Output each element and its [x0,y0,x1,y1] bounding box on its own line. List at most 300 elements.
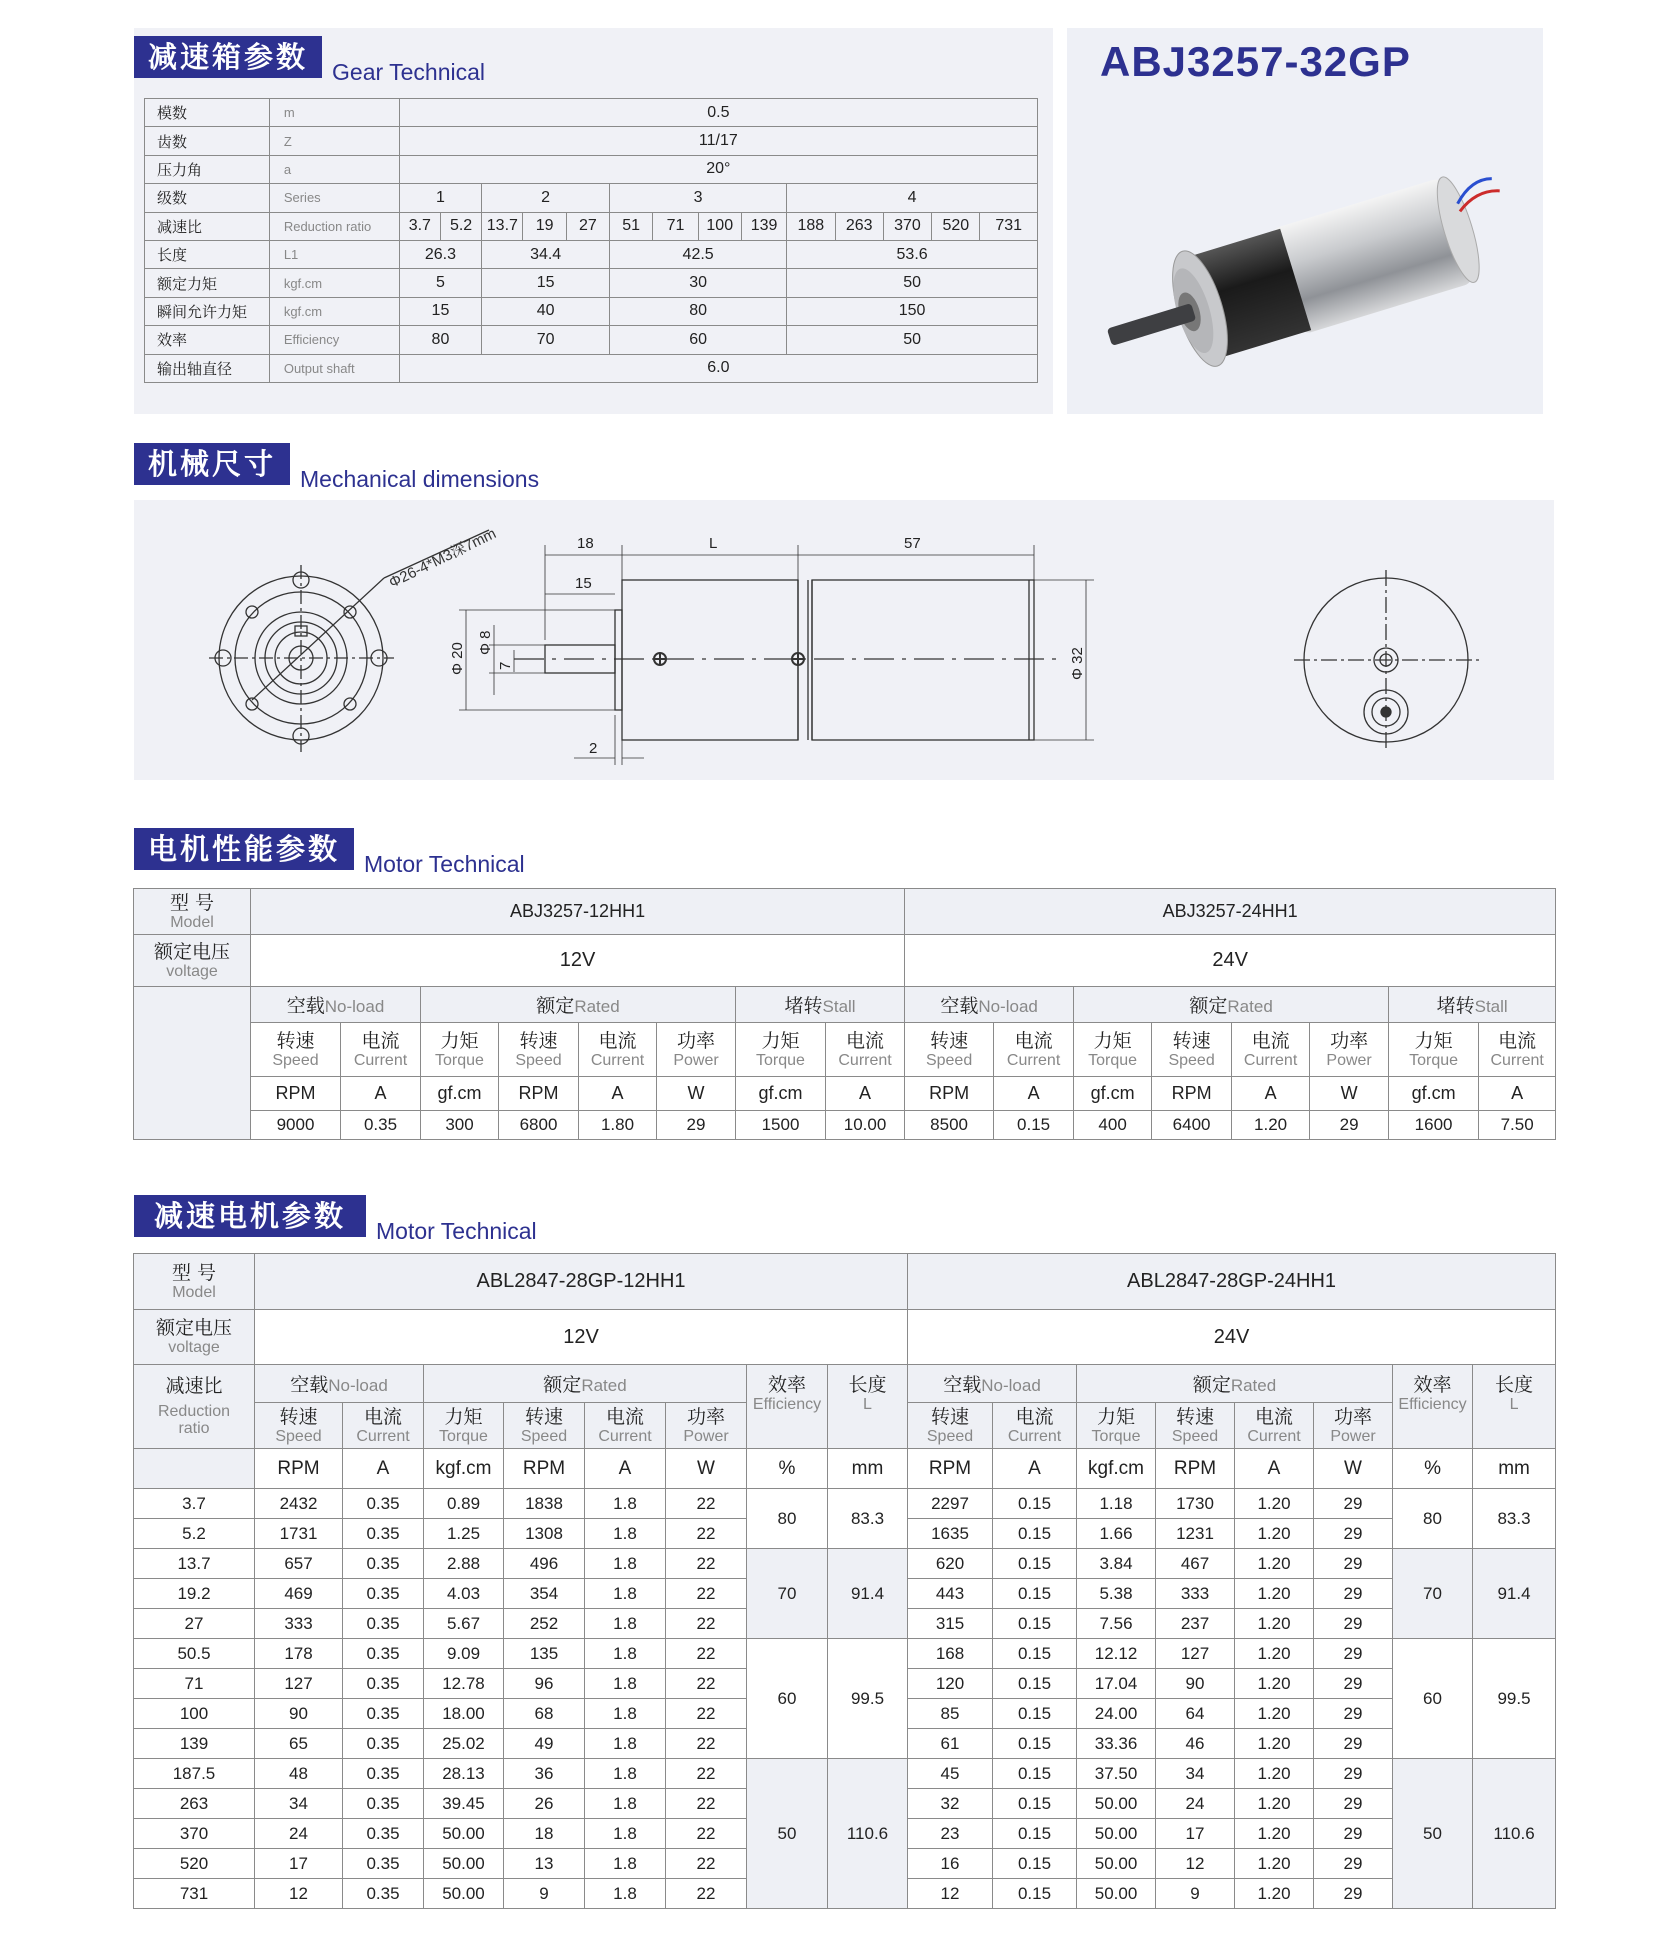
efficiency-header [747,1365,828,1449]
gm-efficiency: 70 [747,1549,828,1639]
motor-model-row [134,889,1556,935]
rear-view [1294,570,1479,750]
gm-value: 1231 [1156,1519,1235,1549]
label-en: Current [356,1427,410,1445]
label-cn: 电流 [605,1405,644,1428]
label-cn: 电流 [1014,1029,1053,1052]
gear-row [145,297,1038,325]
motor-unit: A [1232,1077,1310,1111]
gear-ratio: 731 [980,212,1038,240]
motor-group-header [1389,987,1556,1023]
label-en: voltage [168,1339,220,1356]
gm-value: 0.15 [993,1579,1077,1609]
motor-unit: A [826,1077,905,1111]
gm-value: 0.15 [993,1549,1077,1579]
gm-value: 1635 [908,1519,993,1549]
gm-ratio: 187.5 [134,1759,255,1789]
gear-length: 34.4 [482,240,610,268]
gm-ratio: 71 [134,1669,255,1699]
motor-section-title-en: Motor Technical [364,851,525,877]
gm-value: 50.00 [424,1849,504,1879]
gm-column-header [1077,1403,1156,1449]
gm-value: 1.8 [585,1609,666,1639]
gm-value: 1.8 [585,1579,666,1609]
label-cn: 效率 [1413,1374,1452,1396]
label-en: Efficiency [1398,1396,1467,1413]
motor-unit-row [134,1077,1556,1111]
label-en: Model [172,1283,216,1301]
label-cn: 转速 [276,1029,315,1052]
gear-rated-torque: 5 [399,269,482,297]
gm-value: 1.8 [585,1639,666,1669]
label-en: Efficiency [752,1396,822,1413]
gear-value: 0.5 [399,99,1037,127]
voltage-label [134,1310,255,1365]
gm-unit: kgf.cm [1077,1449,1156,1489]
gm-value: 29 [1314,1879,1393,1909]
gm-value: 1.18 [1077,1489,1156,1519]
motor-group-header [421,987,736,1023]
gm-value: 2432 [255,1489,343,1519]
gear-rated-torque: 50 [787,269,1038,297]
gm-ratio: 731 [134,1879,255,1909]
gm-value: 1.8 [585,1699,666,1729]
gear-row [145,326,1038,354]
label-en: Current [598,1427,652,1445]
label-en: Speed [926,1427,974,1445]
gm-voltage-row [134,1310,1556,1365]
gm-value: 4.03 [424,1579,504,1609]
gm-value: 1.8 [585,1489,666,1519]
gm-value: 29 [1314,1489,1393,1519]
motor-value-12v: 0.35 [341,1111,421,1140]
gear-row-label: 效率 [145,326,270,354]
gear-row [145,212,1038,240]
motor-section-title-cn: 电机性能参数 [134,828,354,870]
gm-value: 1.8 [585,1819,666,1849]
label-en: Torque [1088,1051,1138,1069]
gm-length: 99.5 [1473,1639,1556,1759]
gm-value: 50.00 [1077,1849,1156,1879]
label-en: Current [838,1051,892,1069]
gm-unit: W [1314,1449,1393,1489]
label-cn: 转速 [524,1405,563,1428]
gm-ratio: 100 [134,1699,255,1729]
gm-unit: RPM [255,1449,343,1489]
gear-efficiency: 70 [482,326,610,354]
label-cn: 电流 [1255,1405,1294,1428]
gm-value: 29 [1314,1849,1393,1879]
label-cn: 力矩 [761,1029,800,1052]
gm-value: 0.15 [993,1489,1077,1519]
label-cn: 长度 [848,1374,887,1396]
gm-value: 135 [504,1639,585,1669]
front-view [209,525,499,752]
label-en: Current [1247,1427,1301,1445]
label-en: Speed [275,1427,322,1445]
group-en: Rated [574,997,620,1016]
gm-value: 0.35 [343,1729,424,1759]
gm-value: 0.35 [343,1819,424,1849]
gear-row-label: 长度 [145,240,270,268]
gear-efficiency: 80 [399,326,482,354]
ratio-label-en: Reduction ratio [157,1403,231,1437]
gm-value: 12 [908,1879,993,1909]
gm-column-header [1314,1403,1393,1449]
motor-value-24v: 8500 [905,1111,994,1140]
gm-value: 0.35 [343,1609,424,1639]
gm-value: 1.20 [1235,1669,1314,1699]
label-cn: 力矩 [444,1405,483,1428]
gear-row-unit: Output shaft [269,354,399,382]
label-cn: 转速 [279,1405,318,1428]
gm-value: 17 [1156,1819,1235,1849]
gm-value: 22 [666,1669,747,1699]
gear-ratio: 27 [566,212,609,240]
label-en: Current [1007,1427,1062,1445]
gm-value: 0.35 [343,1639,424,1669]
label-en: Torque [1091,1427,1141,1445]
gm-value: 90 [1156,1669,1235,1699]
motor-value-24v: 29 [1310,1111,1389,1140]
dim-7: 7 [497,661,514,670]
gm-length: 99.5 [828,1639,908,1759]
dim-d20: Φ 20 [449,642,466,675]
gm-unit-row [134,1449,1556,1489]
label-en: Current [1243,1051,1298,1069]
label-cn: 力矩 [440,1029,479,1052]
label-en: Current [353,1051,408,1069]
gear-instant-torque: 150 [787,297,1038,325]
gm-value: 1.20 [1235,1579,1314,1609]
group-cn: 额定 [543,1374,582,1396]
gm-value: 13 [504,1849,585,1879]
ratio-label-cn: 减速比 [165,1375,223,1397]
gm-value: 0.35 [343,1699,424,1729]
motor-voltage-12v: 12V [251,935,905,987]
gm-group-header [424,1365,747,1403]
gm-value: 0.15 [993,1879,1077,1909]
gm-voltage-12v: 12V [255,1310,908,1365]
label-cn: 功率 [1334,1405,1373,1428]
label-cn: 力矩 [1414,1029,1453,1052]
motor-unit: A [579,1077,657,1111]
motor-unit: RPM [251,1077,341,1111]
gm-length: 110.6 [828,1759,908,1909]
gm-ratio: 5.2 [134,1519,255,1549]
gm-value: 0.35 [343,1669,424,1699]
gm-value: 23 [908,1819,993,1849]
motor-column-header [657,1023,736,1077]
gm-value: 1.20 [1235,1789,1314,1819]
gm-column-header [504,1403,585,1449]
gm-unit: A [1235,1449,1314,1489]
label-cn: 型 号 [171,1261,217,1284]
gm-column-header [255,1403,343,1449]
label-en: Speed [1171,1427,1219,1445]
gm-efficiency: 60 [1393,1639,1473,1759]
motor-column-header [499,1023,579,1077]
dim-15: 15 [575,575,592,592]
gm-value: 127 [1156,1639,1235,1669]
mech-section-header [134,443,540,492]
gm-value: 0.35 [343,1789,424,1819]
gm-value: 0.15 [993,1849,1077,1879]
gear-series: 3 [610,184,787,212]
gm-value: 0.15 [993,1669,1077,1699]
gm-value: 168 [908,1639,993,1669]
gm-group-header [1077,1365,1393,1403]
gm-value: 22 [666,1579,747,1609]
motor-column-header [1310,1023,1389,1077]
gm-model-24v: ABL2847-28GP-24HH1 [908,1254,1556,1310]
motor-unit: gf.cm [736,1077,826,1111]
gm-value: 26 [504,1789,585,1819]
gm-value: 1.20 [1235,1699,1314,1729]
gear-efficiency: 50 [787,326,1038,354]
gm-efficiency: 80 [747,1489,828,1549]
label-cn: 电流 [1251,1029,1290,1052]
gear-efficiency: 60 [610,326,787,354]
motor-column-header [1389,1023,1479,1077]
gear-value: 6.0 [399,354,1037,382]
gm-value: 18.00 [424,1699,504,1729]
gm-value: 29 [1314,1729,1393,1759]
gm-unit: A [343,1449,424,1489]
gear-ratio: 3.7 [399,212,440,240]
gm-value: 90 [255,1699,343,1729]
motor-column-header [994,1023,1074,1077]
gm-value: 33.36 [1077,1729,1156,1759]
gm-value: 68 [504,1699,585,1729]
group-cn: 堵转 [1436,995,1475,1017]
gear-instant-torque: 40 [482,297,610,325]
gm-value: 29 [1314,1669,1393,1699]
label-en: Speed [1168,1051,1215,1069]
gm-value: 7.56 [1077,1609,1156,1639]
gm-value: 29 [1314,1819,1393,1849]
gm-value: 12.12 [1077,1639,1156,1669]
motor-group-row [134,987,1556,1023]
gm-value: 1.20 [1235,1759,1314,1789]
motor-unit: gf.cm [1074,1077,1152,1111]
group-en: No-load [981,1376,1041,1395]
blank-corner [134,987,251,1140]
gm-value: 0.15 [993,1519,1077,1549]
gm-value: 1.8 [585,1879,666,1909]
gm-group-row [134,1365,1556,1403]
length-header [828,1365,908,1449]
motor-unit: W [657,1077,736,1111]
gear-row-unit: Reduction ratio [269,212,399,240]
gear-ratio: 19 [523,212,566,240]
label-en: Torque [439,1427,488,1445]
gear-row-unit: kgf.cm [269,269,399,297]
label-en: Torque [435,1051,484,1069]
gm-value: 0.15 [993,1729,1077,1759]
motor-value-12v: 29 [657,1111,736,1140]
dim-L: L [709,535,718,552]
gm-group-header [255,1365,424,1403]
label-cn: 力矩 [1097,1405,1136,1428]
motor-value-row [134,1111,1556,1140]
label-en: Power [683,1427,729,1445]
mech-section-title-cn: 机械尺寸 [134,443,290,485]
gm-value: 0.89 [424,1489,504,1519]
gear-row-unit: Series [269,184,399,212]
label-cn: 转速 [519,1029,558,1052]
gm-value: 496 [504,1549,585,1579]
label-en: Model [170,913,214,931]
gm-value: 1.66 [1077,1519,1156,1549]
label-cn: 额定电压 [153,940,230,963]
label-cn: 转速 [1172,1029,1211,1052]
gm-column-header [424,1403,504,1449]
gm-value: 252 [504,1609,585,1639]
gm-unit: RPM [504,1449,585,1489]
gm-value: 1.20 [1235,1489,1314,1519]
gm-value: 24.00 [1077,1699,1156,1729]
mechanical-drawing [134,500,1554,780]
gear-section-title-en: Gear Technical [332,59,486,85]
label-en: Speed [515,1051,562,1069]
gm-value: 17 [255,1849,343,1879]
gm-value: 1308 [504,1519,585,1549]
gear-value: 20° [399,155,1037,183]
model-label [134,1254,255,1310]
gm-value: 22 [666,1489,747,1519]
gearmotor-spec-table [133,1253,1556,1909]
gm-length: 91.4 [828,1549,908,1639]
motor-column-header [1479,1023,1556,1077]
gear-series: 1 [399,184,482,212]
gm-length: 91.4 [1473,1549,1556,1639]
mech-section-title-en: Mechanical dimensions [300,466,540,492]
gm-value: 1.20 [1235,1639,1314,1669]
gm-value: 28.13 [424,1759,504,1789]
label-cn: 功率 [686,1405,725,1428]
gm-value: 29 [1314,1549,1393,1579]
gear-row-unit: L1 [269,240,399,268]
gm-value: 9.09 [424,1639,504,1669]
motor-photo [1080,150,1540,400]
gear-row [145,155,1038,183]
group-cn: 空载 [290,1374,329,1396]
motor-group-header [1074,987,1389,1023]
motor-unit: A [1479,1077,1556,1111]
gm-value: 22 [666,1699,747,1729]
gm-value: 1.8 [585,1849,666,1879]
motor-unit: gf.cm [421,1077,499,1111]
group-en: Rated [1227,997,1273,1016]
dim-57: 57 [904,535,921,552]
label-cn: 转速 [1176,1405,1215,1428]
gm-column-header [1156,1403,1235,1449]
gm-value: 333 [1156,1579,1235,1609]
gear-ratio: 370 [883,212,931,240]
gm-value: 1.8 [585,1549,666,1579]
gear-instant-torque: 80 [610,297,787,325]
gm-value: 25.02 [424,1729,504,1759]
motor-unit: RPM [499,1077,579,1111]
gm-value: 12 [255,1879,343,1909]
motor-column-header [826,1023,905,1077]
gear-section-header [134,36,486,85]
motor-column-row [134,1023,1556,1077]
label-en: Speed [272,1051,319,1069]
ratio-header [134,1365,255,1449]
gm-value: 1.8 [585,1789,666,1819]
gear-row-label: 额定力矩 [145,269,270,297]
gm-table-row [134,1489,1556,1519]
gm-value: 178 [255,1639,343,1669]
gm-value: 0.35 [343,1549,424,1579]
gm-value: 29 [1314,1759,1393,1789]
gm-value: 48 [255,1759,343,1789]
gm-value: 315 [908,1609,993,1639]
gm-value: 2297 [908,1489,993,1519]
gm-value: 5.38 [1077,1579,1156,1609]
group-en: Rated [1230,1376,1277,1395]
gear-length: 42.5 [610,240,787,268]
gear-rated-torque: 30 [610,269,787,297]
gm-model-12v: ABL2847-28GP-12HH1 [255,1254,908,1310]
gm-value: 22 [666,1639,747,1669]
gear-length: 26.3 [399,240,482,268]
motor-model-12v: ABJ3257-12HH1 [251,889,905,935]
gm-length: 83.3 [1473,1489,1556,1549]
gm-table-row [134,1759,1556,1789]
gear-row-label: 瞬间允许力矩 [145,297,270,325]
group-en: Stall [822,997,856,1016]
motor-value-12v: 300 [421,1111,499,1140]
motor-column-header [905,1023,994,1077]
gm-value: 0.35 [343,1579,424,1609]
gm-efficiency: 70 [1393,1549,1473,1639]
gm-value: 17.04 [1077,1669,1156,1699]
gm-value: 0.35 [343,1879,424,1909]
gm-value: 32 [908,1789,993,1819]
gm-value: 1.20 [1235,1609,1314,1639]
motor-value-24v: 1.20 [1232,1111,1310,1140]
motor-value-12v: 10.00 [826,1111,905,1140]
label-en: Speed [925,1051,973,1069]
group-en: Rated [581,1376,627,1395]
label-en: Torque [756,1051,805,1069]
gear-ratio: 188 [787,212,835,240]
motor-column-header [579,1023,657,1077]
gm-length: 110.6 [1473,1759,1556,1909]
gm-value: 1.20 [1235,1519,1314,1549]
motor-group-header [736,987,905,1023]
motor-column-header [1152,1023,1232,1077]
label-en: Current [1006,1051,1061,1069]
gm-value: 49 [504,1729,585,1759]
gear-section-title-cn: 减速箱参数 [134,36,322,78]
gear-row-label: 齿数 [145,127,270,155]
gm-value: 96 [504,1669,585,1699]
motor-column-header [1074,1023,1152,1077]
gm-value: 29 [1314,1789,1393,1819]
gear-row-label: 减速比 [145,212,270,240]
gear-ratio: 263 [835,212,883,240]
gm-value: 0.35 [343,1489,424,1519]
gm-value: 36 [504,1759,585,1789]
gm-unit: % [747,1449,828,1489]
group-en: No-load [978,997,1038,1016]
gm-value: 0.35 [343,1849,424,1879]
motor-unit: A [994,1077,1074,1111]
